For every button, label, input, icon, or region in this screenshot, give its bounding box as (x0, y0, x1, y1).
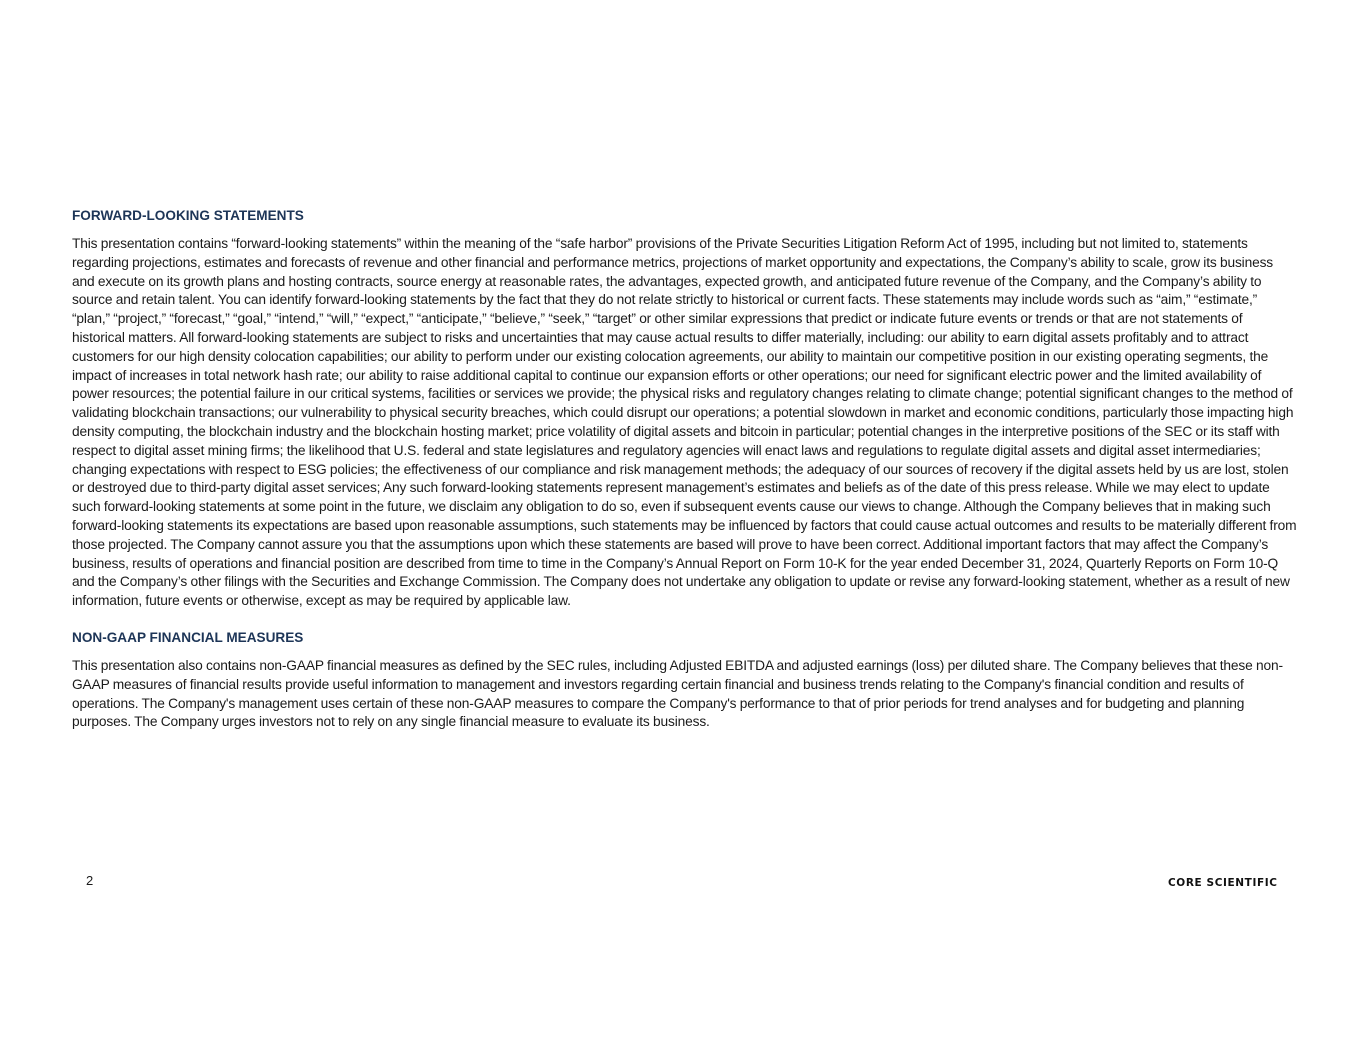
non-gaap-heading: NON-GAAP FINANCIAL MEASURES (72, 629, 304, 645)
page-number: 2 (86, 873, 94, 888)
forward-looking-section (72, 207, 1298, 611)
non-gaap-section (72, 629, 1298, 732)
forward-looking-body: This presentation contains “forward-looking statements” within the meaning of the “safe harbor” provisions of the Private Securities Litigation Reform Act of 1995, including but not limited to, statements regarding projections, estimates and forecasts of revenue and other financial and performance metrics, projections of market opportunity and expectations, the Company’s ability to scale, grow its business and execute on its growth plans and hosting contracts, source energy at reasonable rates, the advantages, expected growth, and anticipated future revenue of the Company, and the Company’s ability to source and retain talent. You can identify forward-looking statements by the fact that they do not relate strictly to historical or current facts. These statements may include words such as “aim,” “estimate,” “plan,” “project,” “forecast,” “goal,” “intend,” “will,” “expect,” “anticipate,” “believe,” “seek,” “target” or other similar expressions that predict or indicate future events or trends or that are not statements of historical matters. All forward-looking statements are subject to risks and uncertainties that may cause actual results to differ materially, including: our ability to earn digital assets profitably and to attract customers for our high density colocation capabilities; our ability to perform under our existing colocation agreements, our ability to maintain our competitive position in our existing operating segments, the impact of increases in total network hash rate; our ability to raise additional capital to continue our expansion efforts or other operations; our need for significant electric power and the limited availability of power resources; the potential failure in our critical systems, facilities or services we provide; the physical risks and regulatory changes relating to climate change; potential significant changes to the method of validating blockchain transactions; our vulnerability to physical security breaches, which could disrupt our operations; a potential slowdown in market and economic conditions, particularly those impacting high density computing, the blockchain industry and the blockchain hosting market; price volatility of digital assets and bitcoin in particular; potential changes in the interpretive positions of the SEC or its staff with respect to digital asset mining firms; the likelihood that U.S. federal and state legislatures and regulatory agencies will enact laws and regulations to regulate digital assets and digital asset intermediaries; changing expectations with respect to ESG policies; the effectiveness of our compliance and risk management methods; the adequacy of our sources of recovery if the digital assets held by us are lost, stolen or destroyed due to third-party digital asset services; Any such forward-looking statements represent management’s estimates and beliefs as of the date of this press release. While we may elect to update such forward-looking statements at some point in the future, we disclaim any obligation to do so, even if subsequent events cause our views to change. Although the Company believes that in making such forward-looking statements its expectations are based upon reasonable assumptions, such statements may be influenced by factors that could cause actual outcomes and results to be materially different from those projected. The Company cannot assure you that the assumptions upon which these statements are based will prove to have been correct. Additional important factors that may affect the Company’s business, results of operations and financial position are described from time to time in the Company’s Annual Report on Form 10-K for the year ended December 31, 2024, Quarterly Reports on Form 10-Q and the Company’s other filings with the Securities and Exchange Commission. The Company does not undertake any obligation to update or revise any forward-looking statement, whether as a result of new information, future events or otherwise, except as may be required by applicable law. (72, 236, 1297, 609)
non-gaap-body: This presentation also contains non-GAAP financial measures as defined by the SEC rules, including Adjusted EBITDA and adjusted earnings (loss) per diluted share. The Company believes that these non-GAAP measures of financial results provide useful information to management and investors regarding certain financial and business trends relating to the Company's financial condition and results of operations. The Company's management uses certain of these non-GAAP measures to compare the Company's performance to that of prior periods for trend analyses and for budgeting and planning purposes. The Company urges investors not to rely on any single financial measure to evaluate its business. (72, 657, 1283, 730)
disclaimer-content (72, 207, 1298, 732)
forward-looking-heading: FORWARD-LOOKING STATEMENTS (72, 208, 304, 223)
core-scientific-logo: CORE SCIENTIFIC (1168, 877, 1278, 889)
